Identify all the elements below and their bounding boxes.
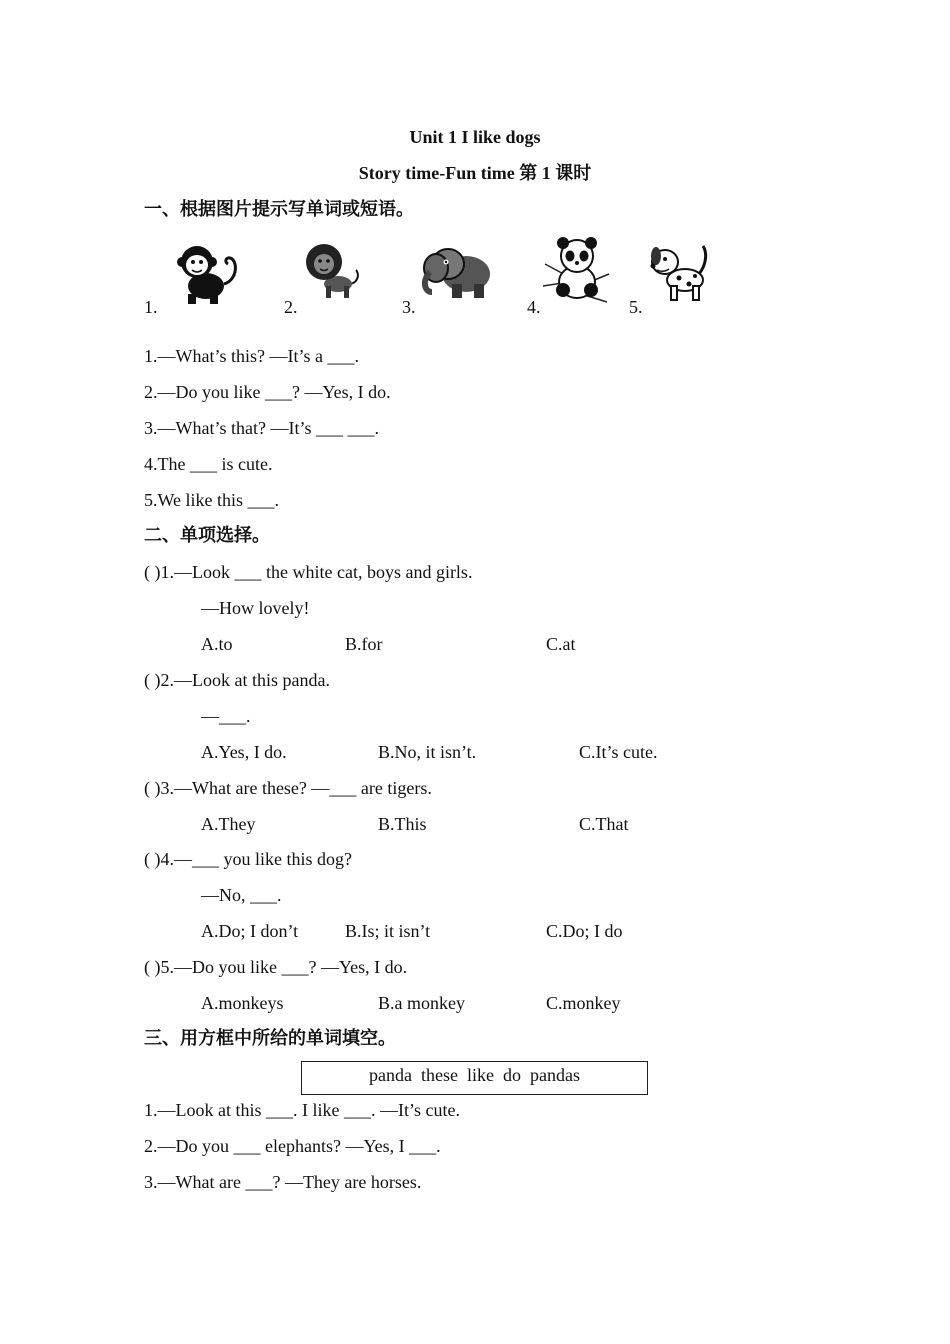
question-5-stem: ( )5.—Do you like ___? —Yes, I do. <box>144 957 408 977</box>
word-fill-item-3: 3.—What are ___? —They are horses. <box>144 1172 422 1192</box>
question-4-stem: ( )4.—___ you like this dog? <box>144 849 352 869</box>
panda-picture <box>541 234 611 304</box>
fill-in-item-3: 3.—What’s that? —It’s ___ ___. <box>144 418 379 438</box>
dog-picture <box>645 240 711 304</box>
picture-number-4: 4. <box>527 297 541 317</box>
section-2-heading: 二、单项选择。 <box>144 525 270 546</box>
word-fill-item-2: 2.—Do you ___ elephants? —Yes, I ___. <box>144 1136 441 1156</box>
picture-number-1: 1. <box>144 297 158 317</box>
question-4-option-a: A.Do; I don’t <box>201 921 299 941</box>
question-2-stem: ( )2.—Look at this panda. <box>144 670 330 690</box>
word-box-words: panda these like do pandas <box>369 1065 580 1085</box>
fill-in-item-1: 1.—What’s this? —It’s a ___. <box>144 346 359 366</box>
question-2-option-c: C.It’s cute. <box>579 742 658 762</box>
word-box <box>301 1061 648 1095</box>
picture-number-3: 3. <box>402 297 416 317</box>
fill-in-item-4: 4.The ___ is cute. <box>144 454 273 474</box>
question-3-option-c: C.That <box>579 814 629 834</box>
word-fill-item-1: 1.—Look at this ___. I like ___. —It’s cute. <box>144 1100 460 1120</box>
monkey-picture <box>172 240 242 306</box>
worksheet-title: Unit 1 I like dogs <box>409 127 541 147</box>
worksheet-subtitle: Story time-Fun time 第 1 课时 <box>358 163 592 183</box>
elephant-picture <box>418 240 494 304</box>
question-4-option-b: B.Is; it isn’t <box>345 921 431 941</box>
lion-picture <box>300 238 364 302</box>
question-1-option-b: B.for <box>345 634 383 654</box>
question-5-option-a: A.monkeys <box>201 993 284 1013</box>
question-1-follow: —How lovely! <box>201 598 310 618</box>
question-1-option-a: A.to <box>201 634 233 654</box>
fill-in-item-5: 5.We like this ___. <box>144 490 280 510</box>
question-5-option-c: C.monkey <box>546 993 621 1013</box>
question-3-stem: ( )3.—What are these? —___ are tigers. <box>144 778 432 798</box>
question-2-option-b: B.No, it isn’t. <box>378 742 477 762</box>
picture-number-2: 2. <box>284 297 298 317</box>
question-1-stem: ( )1.—Look ___ the white cat, boys and girls. <box>144 562 473 582</box>
question-2-option-a: A.Yes, I do. <box>201 742 287 762</box>
question-3-option-a: A.They <box>201 814 256 834</box>
picture-number-5: 5. <box>629 297 643 317</box>
section-3-heading: 三、用方框中所给的单词填空。 <box>144 1028 396 1049</box>
section-1-heading: 一、根据图片提示写单词或短语。 <box>144 199 414 220</box>
question-1-option-c: C.at <box>546 634 576 654</box>
question-3-option-b: B.This <box>378 814 427 834</box>
question-4-option-c: C.Do; I do <box>546 921 623 941</box>
fill-in-item-2: 2.—Do you like ___? —Yes, I do. <box>144 382 391 402</box>
question-4-follow: —No, ___. <box>201 885 282 905</box>
question-5-option-b: B.a monkey <box>378 993 465 1013</box>
question-2-follow: —___. <box>201 706 251 726</box>
